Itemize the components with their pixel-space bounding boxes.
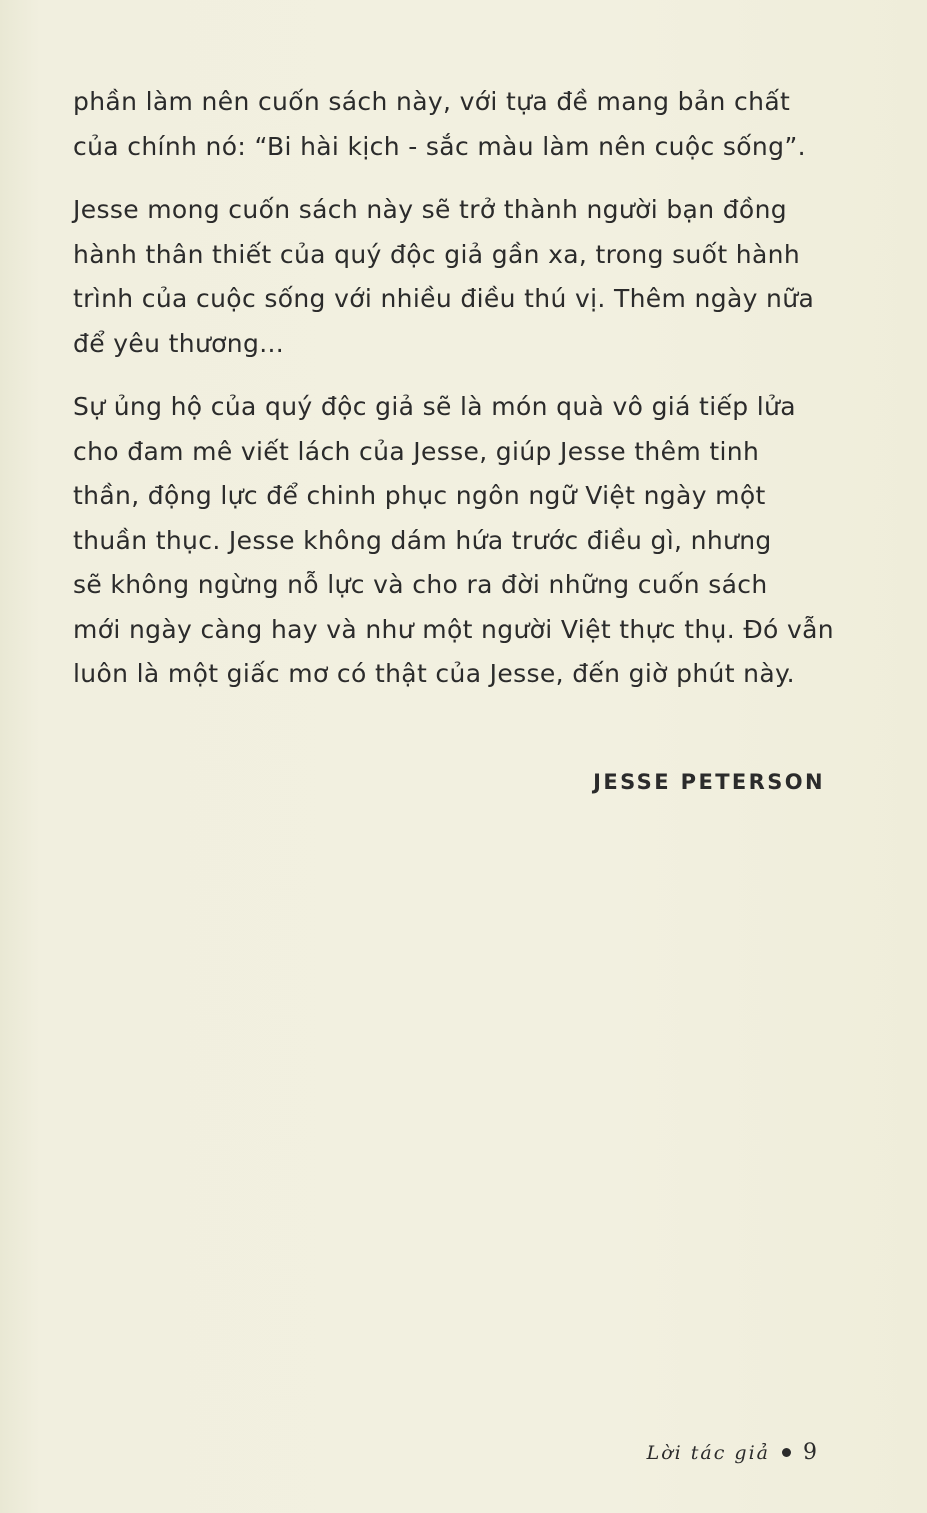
text-line: sẽ không ngừng nỗ lực và cho ra đời những cuốn sách <box>73 570 768 599</box>
paragraph-1 <box>73 80 833 169</box>
text-line: hành thân thiết của quý độc giả gần xa, trong suốt hành <box>73 239 801 269</box>
text-line: thần, động lực để chinh phục ngôn ngữ Việt ngày một <box>73 481 766 510</box>
section-title: Lời tác giả <box>646 1441 770 1464</box>
bullet-icon <box>782 1448 791 1457</box>
page-footer <box>647 1440 817 1465</box>
text-line: trình của cuộc sống với nhiều điều thú vị. Thêm ngày nữa <box>73 284 815 313</box>
text-line: phần làm nên cuốn sách này, với tựa đề mang bản chất <box>73 87 791 116</box>
paragraph-2 <box>73 188 833 366</box>
paragraph-3 <box>73 385 833 697</box>
text-line: cho đam mê viết lách của Jesse, giúp Jesse thêm tinh <box>73 436 760 466</box>
text-line: Sự ủng hộ của quý độc giả sẽ là món quà vô giá tiếp lửa <box>73 392 796 421</box>
text-line: Jesse mong cuốn sách này sẽ trở thành người bạn đồng <box>73 195 787 224</box>
body-text <box>73 80 833 716</box>
text-line: luôn là một giấc mơ có thật của Jesse, đến giờ phút này. <box>73 659 795 688</box>
author-signature: JESSE PETERSON <box>593 770 825 794</box>
text-line: mới ngày càng hay và như một người Việt thực thụ. Đó vẫn <box>73 614 835 644</box>
text-line: để yêu thương... <box>73 328 285 358</box>
page-number: 9 <box>803 1440 817 1465</box>
text-line: của chính nó: “Bi hài kịch - sắc màu làm nên cuộc sống”. <box>73 131 806 161</box>
text-line: thuần thục. Jesse không dám hứa trước điều gì, nhưng <box>73 525 772 555</box>
